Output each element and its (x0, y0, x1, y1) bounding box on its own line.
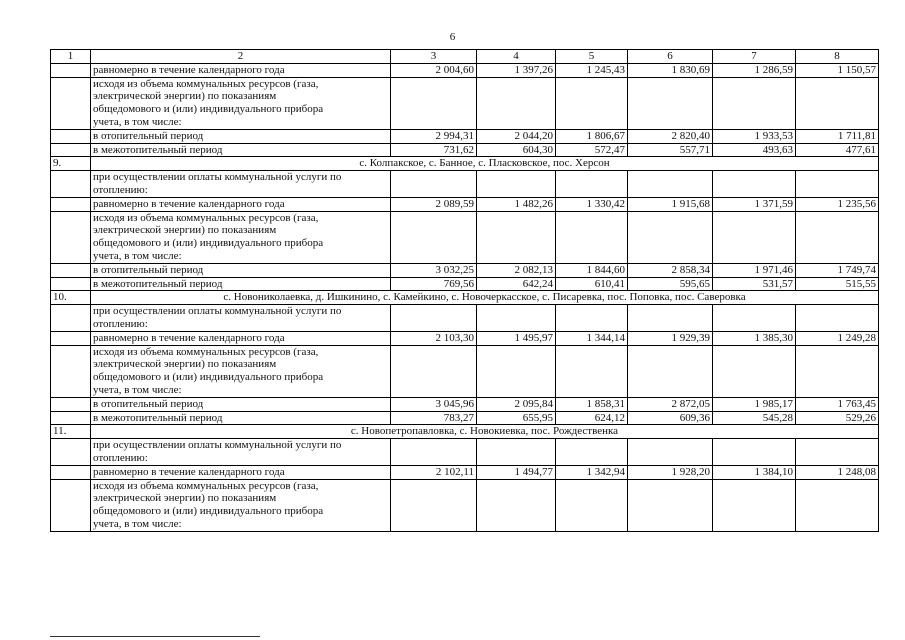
row-label: в отопительный период (91, 263, 391, 277)
value-cell: 2 004,60 (391, 63, 477, 77)
empty-value-cell (796, 171, 879, 198)
value-cell: 610,41 (556, 277, 628, 291)
value-cell: 1 830,69 (628, 63, 713, 77)
value-cell: 1 806,67 (556, 129, 628, 143)
row-index-cell (51, 331, 91, 345)
table-row (51, 143, 879, 157)
row-index-cell (51, 305, 91, 332)
header-cell: 4 (477, 50, 556, 64)
empty-value-cell (713, 479, 796, 531)
row-index-cell (51, 211, 91, 263)
empty-value-cell (796, 211, 879, 263)
value-cell: 624,12 (556, 411, 628, 425)
empty-value-cell (391, 479, 477, 531)
table-row (51, 197, 879, 211)
empty-value-cell (628, 171, 713, 198)
description-line: исходя из объема коммунальных ресурсов (газа, (93, 77, 319, 90)
header-cell: 3 (391, 50, 477, 64)
row-index-cell (51, 277, 91, 291)
header-cell: 6 (628, 50, 713, 64)
value-cell: 493,63 (713, 143, 796, 157)
row-label: в отопительный период (91, 129, 391, 143)
value-cell: 2 095,84 (477, 397, 556, 411)
value-cell: 1 245,43 (556, 63, 628, 77)
description-line: при осуществлении оплаты коммунальной услуги по (93, 439, 342, 452)
value-cell: 2 820,40 (628, 129, 713, 143)
empty-value-cell (713, 439, 796, 466)
description-line: учета, в том числе: (93, 249, 182, 262)
row-description (91, 479, 391, 531)
empty-value-cell (477, 305, 556, 332)
empty-value-cell (713, 77, 796, 129)
empty-value-cell (628, 211, 713, 263)
value-cell: 1 928,20 (628, 465, 713, 479)
group-title: с. Новониколаевка, д. Ишкинино, с. Камейкино, с. Новочеркасское, с. Писаревка, пос. Поповка, пос. Саверовка (91, 291, 879, 305)
value-cell: 1 858,31 (556, 397, 628, 411)
empty-value-cell (796, 77, 879, 129)
row-index-cell (51, 171, 91, 198)
table-row (51, 411, 879, 425)
row-label: равномерно в течение календарного года (91, 331, 391, 345)
value-cell: 2 872,05 (628, 397, 713, 411)
value-cell: 1 235,56 (796, 197, 879, 211)
row-index-cell (51, 197, 91, 211)
value-cell: 1 150,57 (796, 63, 879, 77)
value-cell: 642,24 (477, 277, 556, 291)
row-index-cell (51, 263, 91, 277)
description-line: общедомового и (или) индивидуального прибора (93, 371, 324, 384)
value-cell: 1 344,14 (556, 331, 628, 345)
value-cell: 1 763,45 (796, 397, 879, 411)
empty-value-cell (556, 305, 628, 332)
empty-value-cell (391, 305, 477, 332)
row-index-cell (51, 465, 91, 479)
empty-value-cell (713, 305, 796, 332)
header-row (51, 50, 879, 64)
empty-value-cell (796, 479, 879, 531)
value-cell: 604,30 (477, 143, 556, 157)
empty-value-cell (391, 439, 477, 466)
row-label: равномерно в течение календарного года (91, 63, 391, 77)
value-cell: 3 032,25 (391, 263, 477, 277)
value-cell: 769,56 (391, 277, 477, 291)
table-row (51, 63, 879, 77)
empty-value-cell (556, 171, 628, 198)
empty-value-cell (477, 171, 556, 198)
value-cell: 557,71 (628, 143, 713, 157)
empty-value-cell (628, 345, 713, 397)
value-cell: 731,62 (391, 143, 477, 157)
value-cell: 1 915,68 (628, 197, 713, 211)
row-index-cell (51, 77, 91, 129)
description-row (51, 77, 879, 129)
empty-value-cell (796, 345, 879, 397)
empty-value-cell (628, 479, 713, 531)
group-index: 11. (51, 425, 91, 439)
row-index-cell (51, 63, 91, 77)
header-cell: 8 (796, 50, 879, 64)
value-cell: 1 749,74 (796, 263, 879, 277)
value-cell: 1 985,17 (713, 397, 796, 411)
footnote-divider (50, 636, 260, 637)
empty-value-cell (796, 439, 879, 466)
value-cell: 1 248,08 (796, 465, 879, 479)
row-description (91, 77, 391, 129)
description-line: отоплению: (93, 317, 148, 330)
description-row (51, 171, 879, 198)
header-cell: 7 (713, 50, 796, 64)
group-header-row (51, 157, 879, 171)
value-cell: 655,95 (477, 411, 556, 425)
value-cell: 531,57 (713, 277, 796, 291)
value-cell: 2 103,30 (391, 331, 477, 345)
group-header-row (51, 425, 879, 439)
empty-value-cell (477, 345, 556, 397)
empty-value-cell (391, 211, 477, 263)
empty-value-cell (477, 211, 556, 263)
description-line: общедомового и (или) индивидуального прибора (93, 103, 324, 116)
table-row (51, 263, 879, 277)
row-label: в отопительный период (91, 397, 391, 411)
description-row (51, 345, 879, 397)
description-line: электрической энергии) по показаниям (93, 224, 277, 237)
row-description (91, 211, 391, 263)
description-line: отоплению: (93, 183, 148, 196)
value-cell: 2 994,31 (391, 129, 477, 143)
row-index-cell (51, 129, 91, 143)
empty-value-cell (477, 77, 556, 129)
description-line: исходя из объема коммунальных ресурсов (газа, (93, 211, 319, 224)
description-line: исходя из объема коммунальных ресурсов (газа, (93, 479, 319, 492)
value-cell: 1 249,28 (796, 331, 879, 345)
description-line: при осуществлении оплаты коммунальной услуги по (93, 305, 342, 318)
table-row (51, 397, 879, 411)
empty-value-cell (713, 345, 796, 397)
empty-value-cell (477, 479, 556, 531)
description-line: учета, в том числе: (93, 517, 182, 530)
value-cell: 1 933,53 (713, 129, 796, 143)
value-cell: 1 495,97 (477, 331, 556, 345)
row-label: равномерно в течение календарного года (91, 197, 391, 211)
empty-value-cell (391, 171, 477, 198)
table-row (51, 331, 879, 345)
value-cell: 1 397,26 (477, 63, 556, 77)
value-cell: 1 342,94 (556, 465, 628, 479)
description-line: электрической энергии) по показаниям (93, 90, 277, 103)
value-cell: 595,65 (628, 277, 713, 291)
row-label: равномерно в течение календарного года (91, 465, 391, 479)
row-index-cell (51, 397, 91, 411)
empty-value-cell (556, 439, 628, 466)
empty-value-cell (628, 77, 713, 129)
header-cell: 5 (556, 50, 628, 64)
value-cell: 1 385,30 (713, 331, 796, 345)
value-cell: 545,28 (713, 411, 796, 425)
empty-value-cell (796, 305, 879, 332)
row-index-cell (51, 439, 91, 466)
row-index-cell (51, 479, 91, 531)
value-cell: 1 929,39 (628, 331, 713, 345)
value-cell: 1 494,77 (477, 465, 556, 479)
description-line: исходя из объема коммунальных ресурсов (газа, (93, 345, 319, 358)
empty-value-cell (391, 345, 477, 397)
row-label: в межотопительный период (91, 411, 391, 425)
description-line: учета, в том числе: (93, 115, 182, 128)
value-cell: 2 102,11 (391, 465, 477, 479)
value-cell: 477,61 (796, 143, 879, 157)
description-line: общедомового и (или) индивидуального прибора (93, 237, 324, 250)
row-index-cell (51, 345, 91, 397)
value-cell: 1 711,81 (796, 129, 879, 143)
group-title: с. Колпакское, с. Банное, с. Пласковское, пос. Херсон (91, 157, 879, 171)
value-cell: 1 384,10 (713, 465, 796, 479)
value-cell: 1 971,46 (713, 263, 796, 277)
value-cell: 1 371,59 (713, 197, 796, 211)
value-cell: 2 044,20 (477, 129, 556, 143)
value-cell: 2 858,34 (628, 263, 713, 277)
description-line: электрической энергии) по показаниям (93, 492, 277, 505)
empty-value-cell (556, 479, 628, 531)
description-row (51, 439, 879, 466)
empty-value-cell (556, 211, 628, 263)
group-title: с. Новопетропавловка, с. Новокиевка, пос. Рождественка (91, 425, 879, 439)
empty-value-cell (477, 439, 556, 466)
table-body (51, 50, 879, 532)
header-cell: 2 (91, 50, 391, 64)
description-line: при осуществлении оплаты коммунальной услуги по (93, 171, 342, 184)
group-header-row (51, 291, 879, 305)
value-cell: 1 330,42 (556, 197, 628, 211)
page-number: 6 (449, 31, 456, 43)
row-index-cell (51, 411, 91, 425)
description-line: электрической энергии) по показаниям (93, 358, 277, 371)
empty-value-cell (556, 77, 628, 129)
empty-value-cell (556, 345, 628, 397)
value-cell: 783,27 (391, 411, 477, 425)
row-index-cell (51, 143, 91, 157)
empty-value-cell (713, 211, 796, 263)
table-row (51, 465, 879, 479)
row-description (91, 171, 391, 198)
description-row (51, 479, 879, 531)
row-description (91, 305, 391, 332)
description-line: отоплению: (93, 451, 148, 464)
description-row (51, 211, 879, 263)
table-row (51, 277, 879, 291)
description-line: общедомового и (или) индивидуального прибора (93, 505, 324, 518)
value-cell: 2 082,13 (477, 263, 556, 277)
group-index: 9. (51, 157, 91, 171)
value-cell: 1 844,60 (556, 263, 628, 277)
row-label: в межотопительный период (91, 143, 391, 157)
description-line: учета, в том числе: (93, 383, 182, 396)
value-cell: 1 482,26 (477, 197, 556, 211)
empty-value-cell (628, 439, 713, 466)
empty-value-cell (628, 305, 713, 332)
header-cell: 1 (51, 50, 91, 64)
value-cell: 515,55 (796, 277, 879, 291)
value-cell: 1 286,59 (713, 63, 796, 77)
table-row (51, 129, 879, 143)
value-cell: 572,47 (556, 143, 628, 157)
empty-value-cell (713, 171, 796, 198)
value-cell: 529,26 (796, 411, 879, 425)
value-cell: 609,36 (628, 411, 713, 425)
row-description (91, 439, 391, 466)
value-cell: 3 045,96 (391, 397, 477, 411)
empty-value-cell (391, 77, 477, 129)
value-cell: 2 089,59 (391, 197, 477, 211)
description-row (51, 305, 879, 332)
row-label: в межотопительный период (91, 277, 391, 291)
tariff-table (50, 49, 879, 532)
row-description (91, 345, 391, 397)
group-index: 10. (51, 291, 91, 305)
